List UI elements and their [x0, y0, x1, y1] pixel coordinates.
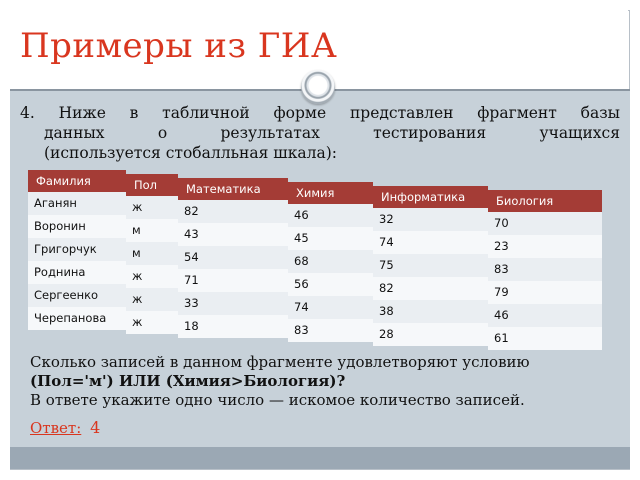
table-cell: Воронин [28, 215, 126, 238]
table-cell: 75 [373, 254, 488, 277]
table-cell: 32 [373, 208, 488, 231]
table-cell: Роднина [28, 261, 126, 284]
results-table [28, 170, 602, 345]
slide-title: Примеры из ГИА [20, 26, 338, 66]
answer-value: 4 [90, 418, 101, 437]
table-cell: Сергеенко [28, 284, 126, 307]
table-header-cell: Математика [178, 178, 288, 200]
table-cell: ж [126, 311, 178, 334]
table-cell: 33 [178, 292, 288, 315]
question-line-3: (используется стобалльная шкала): [44, 144, 337, 162]
table-cell: м [126, 219, 178, 242]
table-cell: 56 [288, 273, 373, 296]
task-text [30, 353, 610, 410]
table-cell: 45 [288, 227, 373, 250]
question-line-1: 4. Ниже в табличной форме представлен фрагмент базы [20, 104, 620, 122]
table-header-cell: Химия [288, 182, 373, 204]
table-cell: 79 [488, 281, 602, 304]
table-cell: 70 [488, 212, 602, 235]
table-cell: ж [126, 196, 178, 219]
task-line-3: В ответе укажите одно число — искомое количество записей. [30, 391, 525, 409]
answer-label: Ответ: [30, 419, 82, 437]
table-header-cell: Биология [488, 190, 602, 212]
footer-band [10, 447, 630, 469]
table-cell: Черепанова [28, 307, 126, 330]
table-header-cell: Пол [126, 174, 178, 196]
table-cell: 18 [178, 315, 288, 338]
table-cell: 43 [178, 223, 288, 246]
table-cell: 82 [178, 200, 288, 223]
table-cell: ж [126, 265, 178, 288]
ring-ornament-icon [301, 70, 335, 104]
question-text [20, 103, 620, 163]
table-cell: 28 [373, 323, 488, 346]
table-cell: 74 [288, 296, 373, 319]
table-cell: Григорчук [28, 238, 126, 261]
task-line-1: Сколько записей в данном фрагменте удовлетворяют условию [30, 353, 530, 371]
task-condition: (Пол='м') ИЛИ (Химия>Биология)? [30, 372, 346, 390]
table-header-cell: Информатика [373, 186, 488, 208]
table-cell: 71 [178, 269, 288, 292]
table-cell: Аганян [28, 192, 126, 215]
table-cell: ж [126, 288, 178, 311]
table-cell: 83 [288, 319, 373, 342]
answer [30, 418, 100, 437]
table-cell: 83 [488, 258, 602, 281]
table-cell: м [126, 242, 178, 265]
table-cell: 38 [373, 300, 488, 323]
table-cell: 68 [288, 250, 373, 273]
table-cell: 46 [288, 204, 373, 227]
table-cell: 82 [373, 277, 488, 300]
table-cell: 23 [488, 235, 602, 258]
question-line-2: данных о результатах тестирования учащихся [44, 124, 620, 142]
table-cell: 61 [488, 327, 602, 350]
table-cell: 46 [488, 304, 602, 327]
table-header-cell: Фамилия [28, 170, 126, 192]
table-cell: 74 [373, 231, 488, 254]
table-cell: 54 [178, 246, 288, 269]
